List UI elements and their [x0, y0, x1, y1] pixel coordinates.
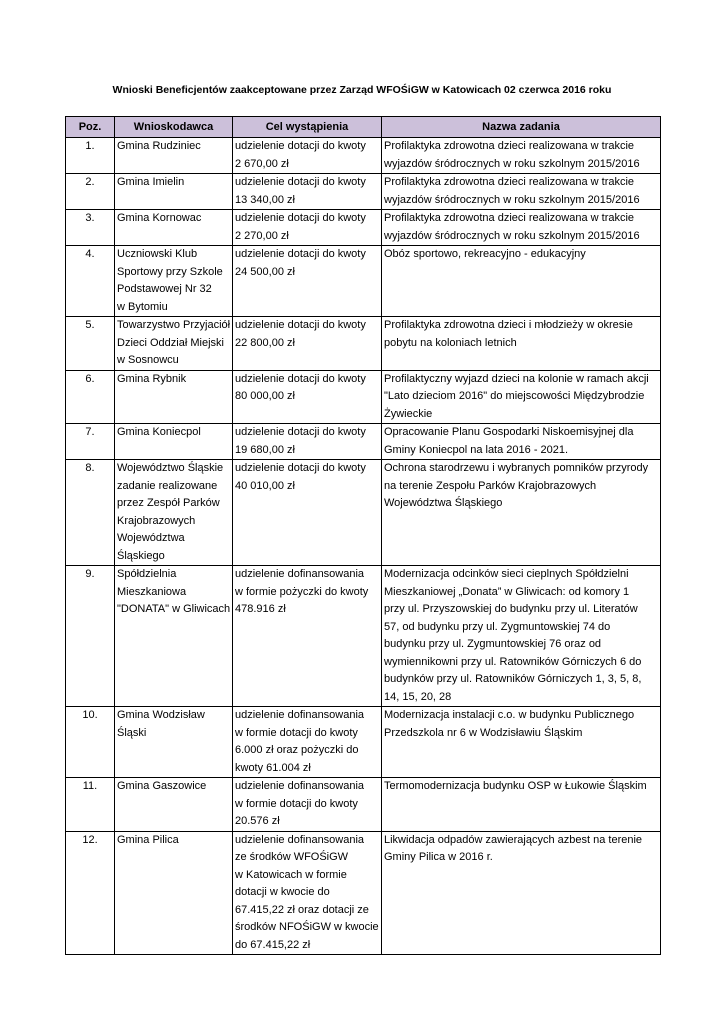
cell-poz: 1. [66, 138, 115, 174]
table-row [66, 460, 661, 566]
cell-nazwa-line: Likwidacja odpadów zawierających azbest na terenie [384, 833, 643, 846]
cell-wnioskodawca-line: Gmina Rudziniec [117, 140, 201, 152]
cell-nazwa-line: "Lato dzieciom 2016" do miejscowości Międzybrodzie [384, 390, 645, 402]
cell-cel [233, 317, 382, 371]
cell-nazwa-line: wyjazdów śródrocznych w roku szkolnym 2015/2016 [384, 229, 640, 242]
cell-wnioskodawca-line: Krajobrazowych [117, 514, 196, 527]
cell-cel-line: udzielenie dotacji do kwoty [235, 462, 366, 474]
cell-cel-line: do 67.415,22 zł [235, 938, 311, 951]
cell-nazwa-line: przy ul. Przyszowskiej do budynku przy ul. Literatów [384, 603, 638, 615]
table-row [66, 246, 661, 317]
cell-poz: 5. [66, 317, 115, 371]
table-row [66, 370, 661, 424]
cell-cel-line: udzielenie dofinansowania [235, 568, 365, 580]
cell-cel-line: w Katowicach w formie [235, 868, 347, 881]
cell-cel-line: 67.415,22 zł oraz dotacji ze [235, 903, 369, 916]
cell-cel [233, 460, 382, 566]
cell-wnioskodawca-line: Spółdzielnia [117, 568, 177, 580]
cell-cel [233, 707, 382, 778]
cell-nazwa-line: na terenie Zespołu Parków Krajobrazowych [384, 479, 597, 492]
cell-nazwa [382, 424, 661, 460]
cell-cel-line: 80 000,00 zł [235, 390, 295, 402]
cell-poz: 4. [66, 246, 115, 317]
cell-cel-line: udzielenie dotacji do kwoty [235, 140, 366, 152]
table-row [66, 566, 661, 707]
cell-poz: 3. [66, 210, 115, 246]
cell-cel [233, 831, 382, 955]
cell-cel-line: udzielenie dofinansowania [235, 709, 365, 721]
cell-cel-line: udzielenie dofinansowania [235, 833, 365, 846]
cell-wnioskodawca-line: Gmina Imielin [117, 176, 185, 188]
cell-wnioskodawca-line: Województwa [117, 532, 185, 544]
cell-wnioskodawca-line: Gmina Gaszowice [117, 780, 207, 792]
cell-wnioskodawca [115, 370, 233, 424]
cell-nazwa-line: budynków przy ul. Ratowników Górniczych 1, 3, 5, 8, [384, 673, 642, 685]
cell-wnioskodawca-line: Gmina Rybnik [117, 372, 187, 385]
table-row [66, 778, 661, 832]
cell-wnioskodawca [115, 831, 233, 955]
cell-nazwa [382, 317, 661, 371]
cell-cel-line: udzielenie dofinansowania [235, 780, 365, 792]
cell-cel-line: 478.916 zł [235, 603, 286, 615]
cell-wnioskodawca-line: Sportowy przy Szkole [117, 265, 223, 278]
cell-wnioskodawca [115, 707, 233, 778]
cell-nazwa-line: wymiennikowni przy ul. Ratowników Górniczych 6 do [384, 655, 642, 668]
cell-nazwa-line: Obóz sportowo, rekreacyjno - edukacyjny [384, 248, 586, 260]
cell-poz: 2. [66, 174, 115, 210]
cell-nazwa-line: 14, 15, 20, 28 [384, 690, 452, 703]
cell-wnioskodawca [115, 138, 233, 174]
cell-wnioskodawca-line: "DONATA" w Gliwicach [117, 603, 230, 615]
column-header-wnioskodawca: Wnioskodawca [115, 117, 233, 138]
cell-nazwa-line: Profilaktyka zdrowotna dzieci i młodzieży w okresie [384, 319, 633, 331]
cell-nazwa-line: Modernizacja odcinków sieci cieplnych Spółdzielni [384, 568, 629, 580]
cell-nazwa-line: Profilaktyka zdrowotna dzieci realizowana w trakcie [384, 140, 635, 152]
cell-wnioskodawca-line: Gmina Koniecpol [117, 426, 201, 438]
cell-wnioskodawca-line: zadanie realizowane [117, 479, 218, 492]
cell-cel-line: 13 340,00 zł [235, 193, 295, 206]
table-row [66, 424, 661, 460]
cell-wnioskodawca-line: Gmina Pilica [117, 833, 179, 846]
cell-nazwa-line: Mieszkaniowej „Donata” w Gliwicach: od komory 1 [384, 585, 630, 598]
cell-cel [233, 138, 382, 174]
cell-poz: 7. [66, 424, 115, 460]
table-row [66, 138, 661, 174]
cell-nazwa-line: budynku przy ul. Zygmuntowskiej 76 oraz od [384, 638, 602, 650]
table-header-row [66, 117, 661, 138]
cell-nazwa-line: Profilaktyka zdrowotna dzieci realizowana w trakcie [384, 176, 635, 188]
cell-nazwa [382, 370, 661, 424]
column-header-cel: Cel wystąpienia [233, 117, 382, 138]
cell-cel-line: 19 680,00 zł [235, 443, 295, 456]
table-row [66, 831, 661, 955]
cell-nazwa [382, 460, 661, 566]
cell-cel-line: udzielenie dotacji do kwoty [235, 248, 366, 260]
cell-cel-line: 6.000 zł oraz pożyczki do [235, 744, 359, 756]
cell-cel-line: 22 800,00 zł [235, 336, 295, 349]
cell-cel-line: kwoty 61.004 zł [235, 761, 311, 774]
cell-wnioskodawca-line: Śląskiego [117, 549, 165, 562]
cell-cel-line: udzielenie dotacji do kwoty [235, 426, 366, 438]
column-header-poz: Poz. [66, 117, 115, 138]
cell-wnioskodawca-line: Dzieci Oddział Miejski [117, 336, 224, 349]
cell-nazwa-line: Termomodernizacja budynku OSP w Łukowie Śląskim [384, 780, 647, 792]
cell-nazwa [382, 246, 661, 317]
cell-cel-line: udzielenie dotacji do kwoty [235, 176, 366, 188]
cell-nazwa-line: Województwa Śląskiego [384, 497, 503, 509]
cell-cel-line: 40 010,00 zł [235, 479, 295, 492]
cell-nazwa-line: 57, od budynku przy ul. Zygmuntowskiej 74 do [384, 620, 611, 633]
cell-nazwa-line: Gminy Pilica w 2016 r. [384, 851, 493, 863]
table-row [66, 174, 661, 210]
cell-cel [233, 174, 382, 210]
cell-cel-line: środków NFOŚiGW w kwocie [235, 921, 379, 933]
cell-nazwa [382, 138, 661, 174]
cell-wnioskodawca [115, 210, 233, 246]
cell-nazwa-line: wyjazdów śródrocznych w roku szkolnym 2015/2016 [384, 157, 640, 170]
cell-wnioskodawca-line: Gmina Kornowac [117, 212, 202, 224]
cell-cel-line: w formie pożyczki do kwoty [235, 585, 369, 598]
cell-wnioskodawca-line: Gmina Wodzisław [117, 709, 205, 721]
cell-wnioskodawca-line: przez Zespół Parków [117, 497, 220, 509]
cell-wnioskodawca-line: Mieszkaniowa [117, 585, 187, 598]
cell-nazwa-line: Profilaktyczny wyjazd dzieci na kolonie w ramach akcji [384, 372, 649, 385]
cell-poz: 9. [66, 566, 115, 707]
cell-nazwa-line: Żywieckie [384, 407, 433, 420]
cell-nazwa-line: Przedszkola nr 6 w Wodzisławiu Śląskim [384, 726, 583, 739]
cell-wnioskodawca [115, 778, 233, 832]
cell-cel-line: w formie dotacji do kwoty [235, 726, 358, 739]
cell-nazwa-line: Modernizacja instalacji c.o. w budynku Publicznego [384, 709, 635, 721]
cell-cel [233, 370, 382, 424]
cell-cel-line: 24 500,00 zł [235, 265, 295, 278]
cell-wnioskodawca [115, 424, 233, 460]
cell-nazwa-line: Profilaktyka zdrowotna dzieci realizowana w trakcie [384, 212, 635, 224]
cell-cel [233, 778, 382, 832]
table-row [66, 707, 661, 778]
cell-wnioskodawca [115, 317, 233, 371]
page-title: Wnioski Beneficjentów zaakceptowane przez Zarząd WFOŚiGW w Katowicach 02 czerwca 2016 roku [112, 84, 612, 96]
cell-wnioskodawca-line: Podstawowej Nr 32 [117, 283, 212, 295]
cell-cel [233, 246, 382, 317]
cell-cel-line: udzielenie dotacji do kwoty [235, 212, 366, 224]
cell-wnioskodawca-line: Towarzystwo Przyjaciół [117, 319, 230, 331]
cell-wnioskodawca-line: Województwo Śląskie [117, 462, 224, 474]
cell-nazwa [382, 566, 661, 707]
cell-nazwa [382, 778, 661, 832]
cell-wnioskodawca-line: w Bytomiu [117, 300, 168, 313]
cell-cel-line: w formie dotacji do kwoty [235, 797, 358, 810]
table-row [66, 317, 661, 371]
cell-nazwa-line: pobytu na koloniach letnich [384, 336, 517, 349]
table-body [66, 138, 661, 955]
cell-cel-line: ze środków WFOŚiGW [235, 851, 349, 863]
cell-poz: 10. [66, 707, 115, 778]
cell-cel [233, 566, 382, 707]
cell-cel-line: dotacji w kwocie do [235, 886, 330, 898]
cell-nazwa [382, 210, 661, 246]
cell-cel-line: 20.576 zł [235, 815, 280, 827]
cell-wnioskodawca-line: w Sosnowcu [117, 354, 179, 366]
cell-cel-line: 2 270,00 zł [235, 229, 289, 242]
cell-poz: 12. [66, 831, 115, 955]
cell-wnioskodawca [115, 460, 233, 566]
cell-poz: 8. [66, 460, 115, 566]
cell-cel-line: udzielenie dotacji do kwoty [235, 372, 366, 385]
cell-poz: 6. [66, 370, 115, 424]
cell-cel-line: 2 670,00 zł [235, 157, 289, 170]
cell-nazwa-line: Opracowanie Planu Gospodarki Niskoemisyjnej dla [384, 426, 634, 438]
cell-wnioskodawca [115, 246, 233, 317]
cell-nazwa-line: Gminy Koniecpol na lata 2016 - 2021. [384, 443, 569, 456]
applications-table [65, 116, 661, 955]
cell-wnioskodawca-line: Uczniowski Klub [117, 248, 198, 260]
cell-wnioskodawca [115, 174, 233, 210]
table-row [66, 210, 661, 246]
cell-cel [233, 424, 382, 460]
cell-nazwa-line: wyjazdów śródrocznych w roku szkolnym 2015/2016 [384, 193, 640, 206]
cell-wnioskodawca-line: Śląski [117, 726, 147, 739]
cell-wnioskodawca [115, 566, 233, 707]
cell-cel [233, 210, 382, 246]
cell-cel-line: udzielenie dotacji do kwoty [235, 319, 366, 331]
cell-nazwa [382, 707, 661, 778]
cell-nazwa [382, 174, 661, 210]
column-header-nazwa: Nazwa zadania [382, 117, 661, 138]
cell-nazwa-line: Ochrona starodrzewu i wybranych pomników przyrody [384, 462, 649, 474]
cell-poz: 11. [66, 778, 115, 832]
cell-nazwa [382, 831, 661, 955]
